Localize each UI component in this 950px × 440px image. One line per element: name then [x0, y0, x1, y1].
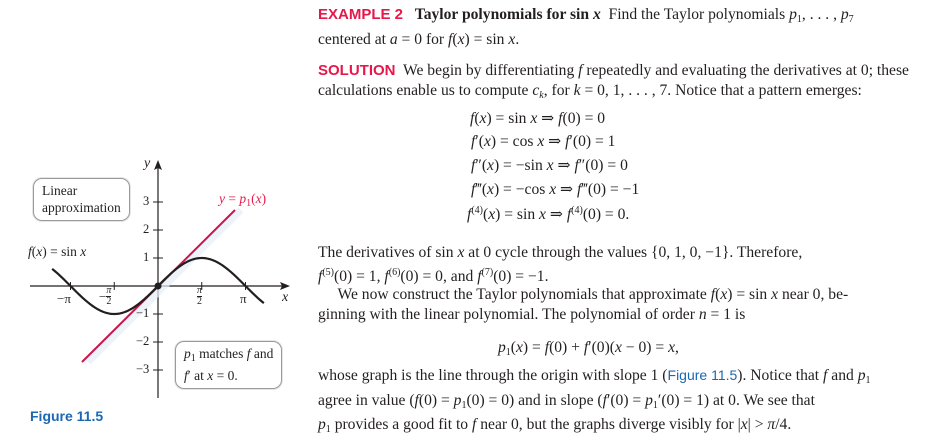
paragraph-cycle: The derivatives of sin x at 0 cycle through the values {0, 1, 0, −1}. Therefore, $f^{(5)}(0) = 1$, $f^{(6)}(0) = 0$, and $f^{(7)}(0) = -1$.	[318, 244, 803, 285]
y-tick-neg-3: −3	[136, 362, 150, 376]
sine-curve-label: f(x) = sin x	[28, 244, 87, 259]
x-tick-half-pi: π 2	[197, 285, 203, 307]
figure-caption: Figure 11.5	[30, 408, 104, 424]
derivative-row-4: $f^{(4)}(x) = \sin x$ ⇒ $f^{(4)}(0) = 0$.	[467, 205, 630, 223]
y-tick-neg-2: −2	[136, 334, 150, 348]
x-tick-pi: π	[240, 291, 247, 306]
example-title: Taylor polynomials for sin x	[414, 6, 601, 23]
example-header	[318, 5, 948, 49]
y-tick-neg-1: −1	[136, 306, 150, 320]
origin-point	[155, 283, 162, 290]
y-tick-2: 2	[143, 222, 150, 236]
solution-label: SOLUTION	[318, 62, 396, 79]
paragraph-construct: We now construct the Taylor polynomials that approximate f(x) = sin x near 0, be- ginning with the linear polynomial. The polynomial of order n = 1 is	[318, 286, 849, 323]
x-axis-label: x	[282, 290, 289, 305]
figure-reference-link[interactable]: Figure 11.5	[667, 367, 738, 383]
y-tick-3: 3	[143, 194, 150, 208]
display-equation-p1: $p_1(x) = f(0) + f'(0)(x - 0) = x$,	[498, 339, 679, 358]
y-tick-1: 1	[143, 250, 150, 264]
example-statement: Find the Taylor polynomials $p_1$, . . . , $p_7$	[608, 6, 854, 25]
derivative-row-0: f(x) = sin x ⇒ f(0) = 0	[470, 110, 606, 127]
y-axis-label: y	[144, 156, 151, 171]
example-label: EXAMPLE 2	[318, 6, 404, 23]
callout-linear-approximation: Linear approximation	[33, 178, 130, 221]
solution-intro: SOLUTION We begin by differentiating f repeatedly and evaluating the derivatives at 0; these calculations enable us to compute $c_k$, for k = 0, 1, . . . , 7. Notice that a pattern emerges:	[318, 62, 909, 101]
paragraph-graph: whose graph is the line through the origin with slope 1 (Figure 11.5). Notice that f and $p_1$ agree in value $(f(0) = p_1(0) = 0)$ and in slope $(f'(0) = p_1'(0) = 1)$ at 0. We see that $p_1$ provides a good fit to f near 0, but the graphs diverge visibly for |x| > π/4.	[318, 367, 871, 435]
x-tick-neg-pi: −π	[57, 291, 71, 306]
linear-line-label: $y = p_1(x)$	[219, 191, 267, 209]
example-statement-line2: centered at a = 0 for f(x) = sin x.	[318, 30, 520, 48]
derivative-row-3: f‴(x) = −cos x ⇒ f‴(0) = −1	[471, 181, 640, 198]
x-tick-neg-half-pi: − $\frac{\pi}{2}$	[99, 285, 112, 307]
callout-p1-matches: $p_1$ matches f and f′ at x = 0.	[175, 341, 282, 389]
figure-11-5	[0, 150, 310, 440]
derivative-row-1: f′(x) = cos x ⇒ f′(0) = 1	[471, 133, 616, 150]
derivative-row-2: f″(x) = −sin x ⇒ f″(0) = 0	[471, 157, 628, 174]
